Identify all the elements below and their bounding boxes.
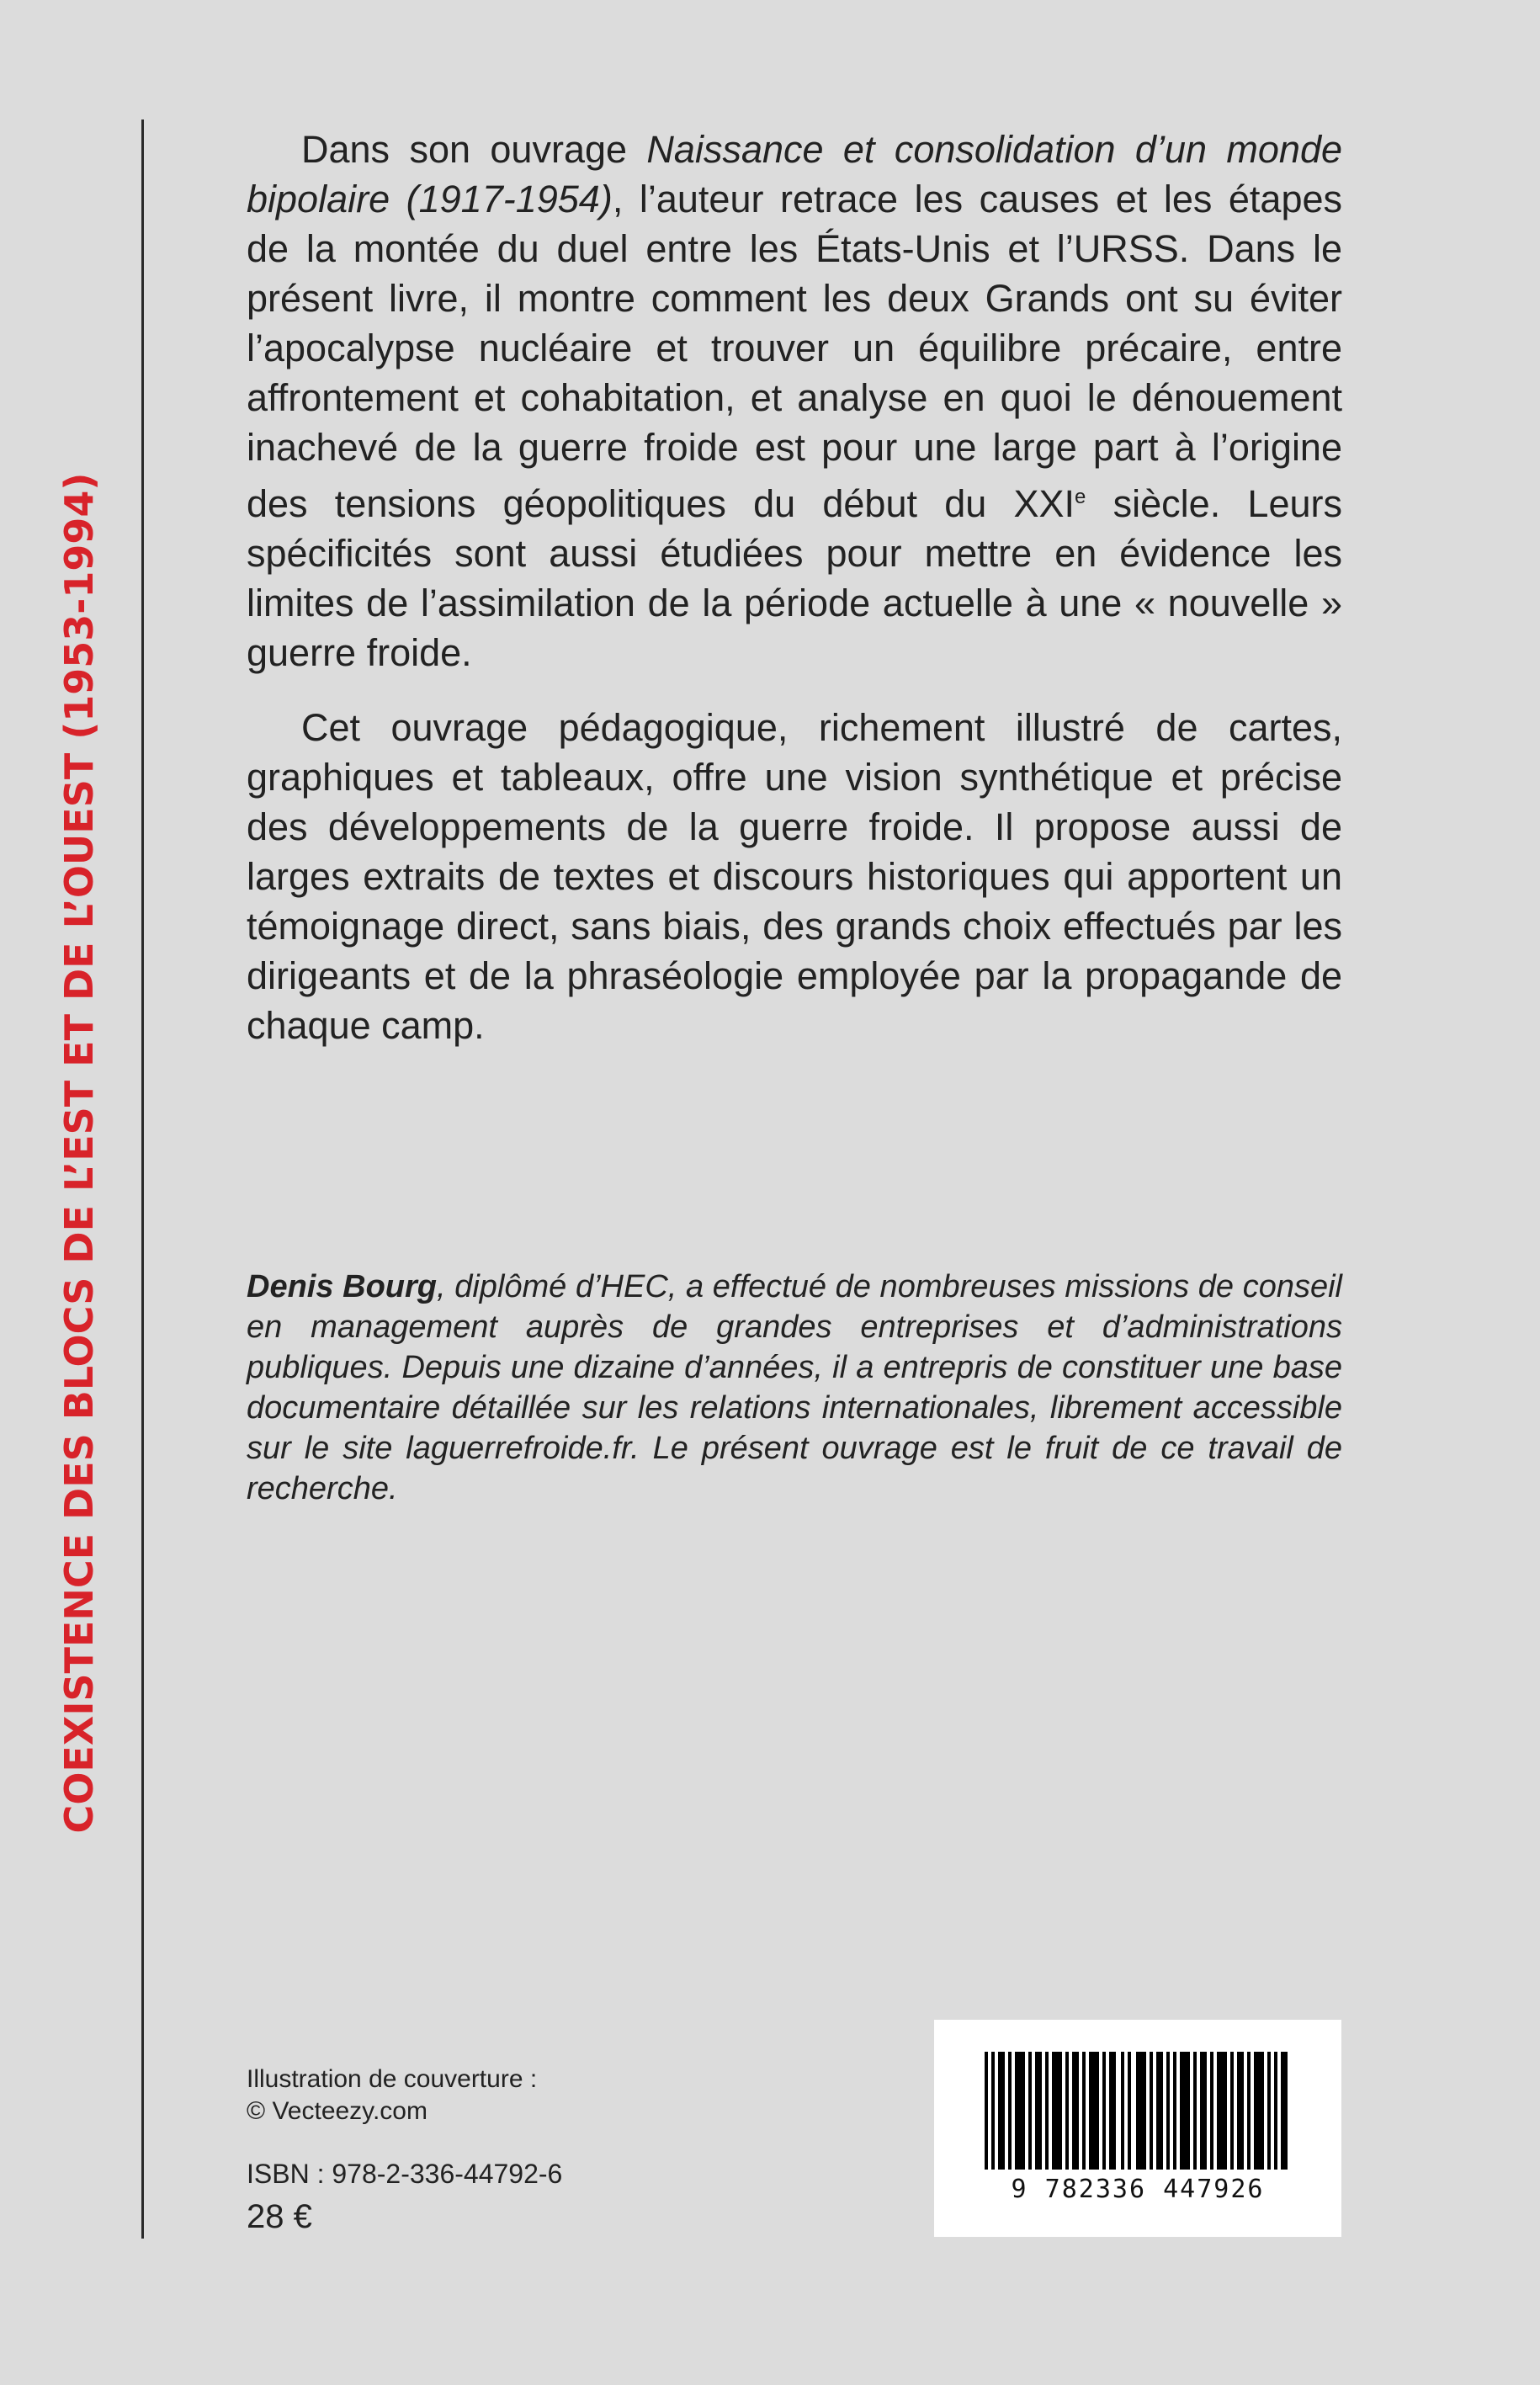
- barcode-bars: [985, 2052, 1291, 2170]
- barcode-digits: 9 782336 447926: [1011, 2175, 1265, 2204]
- blurb-text-part-3: siècle. Leurs spécificités sont aussi étudiées pour mettre en évidence les limites de l’assimilation de la période actuelle à une « nouvelle » guerre froide.: [247, 482, 1342, 674]
- back-cover-blurb: [247, 125, 1342, 1076]
- author-name: Denis Bourg: [247, 1269, 438, 1304]
- blurb-paragraph-1: [247, 125, 1342, 677]
- century-superscript: e: [1075, 486, 1086, 508]
- blurb-text-part-2: , l’auteur retrace les causes et les étapes de la montée du duel entre les États-Unis et l’URSS. Dans le présent livre, il montre comment les deux Grands ont su éviter l’apocalypse nucléaire et trouver un équilibre précaire, entre affrontement et cohabitation, et analyse en quoi le dénouement inachevé de la guerre froide est pour une large part à l’origine des tensions géopolitiques du début du XXI: [247, 178, 1342, 525]
- blurb-paragraph-2: Cet ouvrage pédagogique, richement illustré de cartes, graphiques et tableaux, offre une vision synthétique et précise des développements de la guerre froide. Il propose aussi de larges extraits de textes et discours historiques qui apportent un témoignage direct, sans biais, des grands choix effectués par les dirigeants et de la phraséologie employée par la propagande de chaque camp.: [247, 706, 1342, 1047]
- spine-divider: [141, 120, 144, 2239]
- credits-label: Illustration de couverture :: [247, 2065, 538, 2093]
- barcode: [934, 2020, 1341, 2237]
- credits-source: © Vecteezy.com: [247, 2097, 427, 2125]
- author-bio: [247, 1267, 1342, 1509]
- price: 28 €: [247, 2198, 312, 2235]
- blurb-intro: Dans son ouvrage: [301, 128, 647, 171]
- illustration-credits: [247, 2064, 537, 2127]
- spine-title: COEXISTENCE DES BLOCS DE L’EST ET DE L’OUEST (1953-1994): [56, 472, 102, 1834]
- author-bio-text: , diplômé d’HEC, a effectué de nombreuses missions de conseil en management auprès de grandes entreprises et d’administrations publiques. Depuis une dizaine d’années, il a entrepris de constituer une base documentaire détaillée sur les relations internationales, librement accessible sur le site laguerrefroide.fr. Le présent ouvrage est le fruit de ce travail de recherche.: [247, 1269, 1342, 1506]
- referenced-book-title: Naissance et consolidation d’un monde bipolaire (1917-1954): [247, 128, 1342, 220]
- isbn: ISBN : 978-2-336-44792-6: [247, 2159, 563, 2189]
